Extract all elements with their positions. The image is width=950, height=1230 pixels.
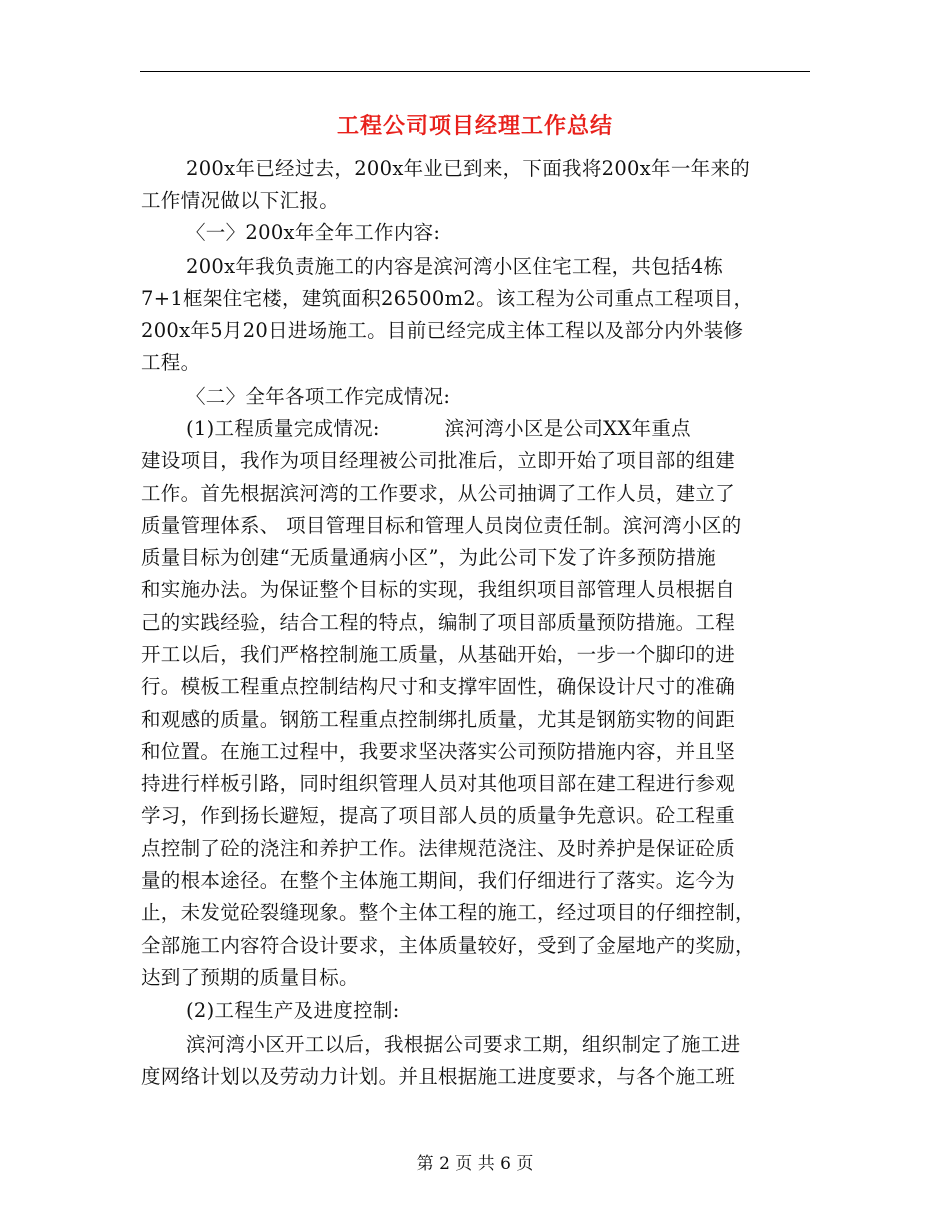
body-line: 建设项目，我作为项目经理被公司批准后，立即开始了项目部的组建 bbox=[141, 449, 736, 472]
body-line: 全部施工内容符合设计要求，主体质量较好，受到了金屋地产的奖励， bbox=[141, 934, 755, 957]
body-line: 工程。 bbox=[141, 351, 201, 374]
body-line: 滨河湾小区开工以后，我根据公司要求工期，组织制定了施工进 bbox=[186, 1033, 741, 1056]
body-line: 和实施办法。为保证整个目标的实现，我组织项目部管理人员根据自 bbox=[141, 578, 736, 601]
body-line: 质量管理体系、 项目管理目标和管理人员岗位责任制。滨河湾小区的 bbox=[141, 514, 742, 537]
body-line: 止，未发觉砼裂缝现象。整个主体工程的施工，经过项目的仔细控制， bbox=[141, 901, 755, 924]
subsection-heading-progress: (2)工程生产及进度控制: bbox=[186, 999, 400, 1022]
body-line: 己的实践经验，结合工程的特点，编制了项目部质量预防措施。工程 bbox=[141, 611, 736, 634]
body-line: 行。模板工程重点控制结构尺寸和支撑牢固性，确保设计尺寸的准确 bbox=[141, 675, 736, 698]
body-line: 工作。首先根据滨河湾的工作要求，从公司抽调了工作人员，建立了 bbox=[141, 482, 736, 505]
section-heading-1: 〈一〉200x年全年工作内容: bbox=[186, 221, 441, 244]
body-line: 质量目标为创建“无质量通病小区”，为此公司下发了许多预防措施 bbox=[141, 546, 716, 569]
body-line: 200x年我负责施工的内容是滨河湾小区住宅工程，共包括4栋 bbox=[186, 255, 724, 278]
body-line: 持进行样板引路，同时组织管理人员对其他项目部在建工程进行参观 bbox=[141, 772, 736, 795]
document-title: 工程公司项目经理工作总结 bbox=[336, 113, 613, 139]
body-line: 7+1框架住宅楼，建筑面积26500m2。该工程为公司重点工程项目， bbox=[141, 287, 754, 310]
body-line: 200x年已经过去，200x年业已到来，下面我将200x年一年来的 bbox=[186, 157, 751, 180]
body-line: 工作情况做以下汇报。 bbox=[141, 189, 340, 212]
section-heading-2: 〈二〉全年各项工作完成情况: bbox=[186, 385, 451, 408]
body-line: 开工以后，我们严格控制施工质量，从基础开始，一步一个脚印的进 bbox=[141, 643, 736, 666]
body-line: 和位置。在施工过程中，我要求坚决落实公司预防措施内容，并且坚 bbox=[141, 740, 736, 763]
subsection-heading-quality: (1)工程质量完成情况: 滨河湾小区是公司XX年重点 bbox=[186, 417, 691, 440]
body-line: 度网络计划以及劳动力计划。并且根据施工进度要求，与各个施工班 bbox=[141, 1065, 736, 1088]
body-line: 达到了预期的质量目标。 bbox=[141, 966, 359, 989]
body-line: 200x年5月20日进场施工。目前已经完成主体工程以及部分内外装修 bbox=[141, 319, 744, 342]
body-line: 点控制了砼的浇注和养护工作。法律规范浇注、及时养护是保证砼质 bbox=[141, 837, 736, 860]
body-line: 量的根本途径。在整个主体施工期间，我们仔细进行了落实。迄今为 bbox=[141, 869, 736, 892]
body-line: 学习，作到扬长避短，提高了项目部人员的质量争先意识。砼工程重 bbox=[141, 804, 736, 827]
header-rule bbox=[140, 71, 810, 72]
body-line: 和观感的质量。钢筋工程重点控制绑扎质量，尤其是钢筋实物的间距 bbox=[141, 708, 736, 731]
page-number-footer: 第 2 页 共 6 页 bbox=[416, 1154, 534, 1174]
